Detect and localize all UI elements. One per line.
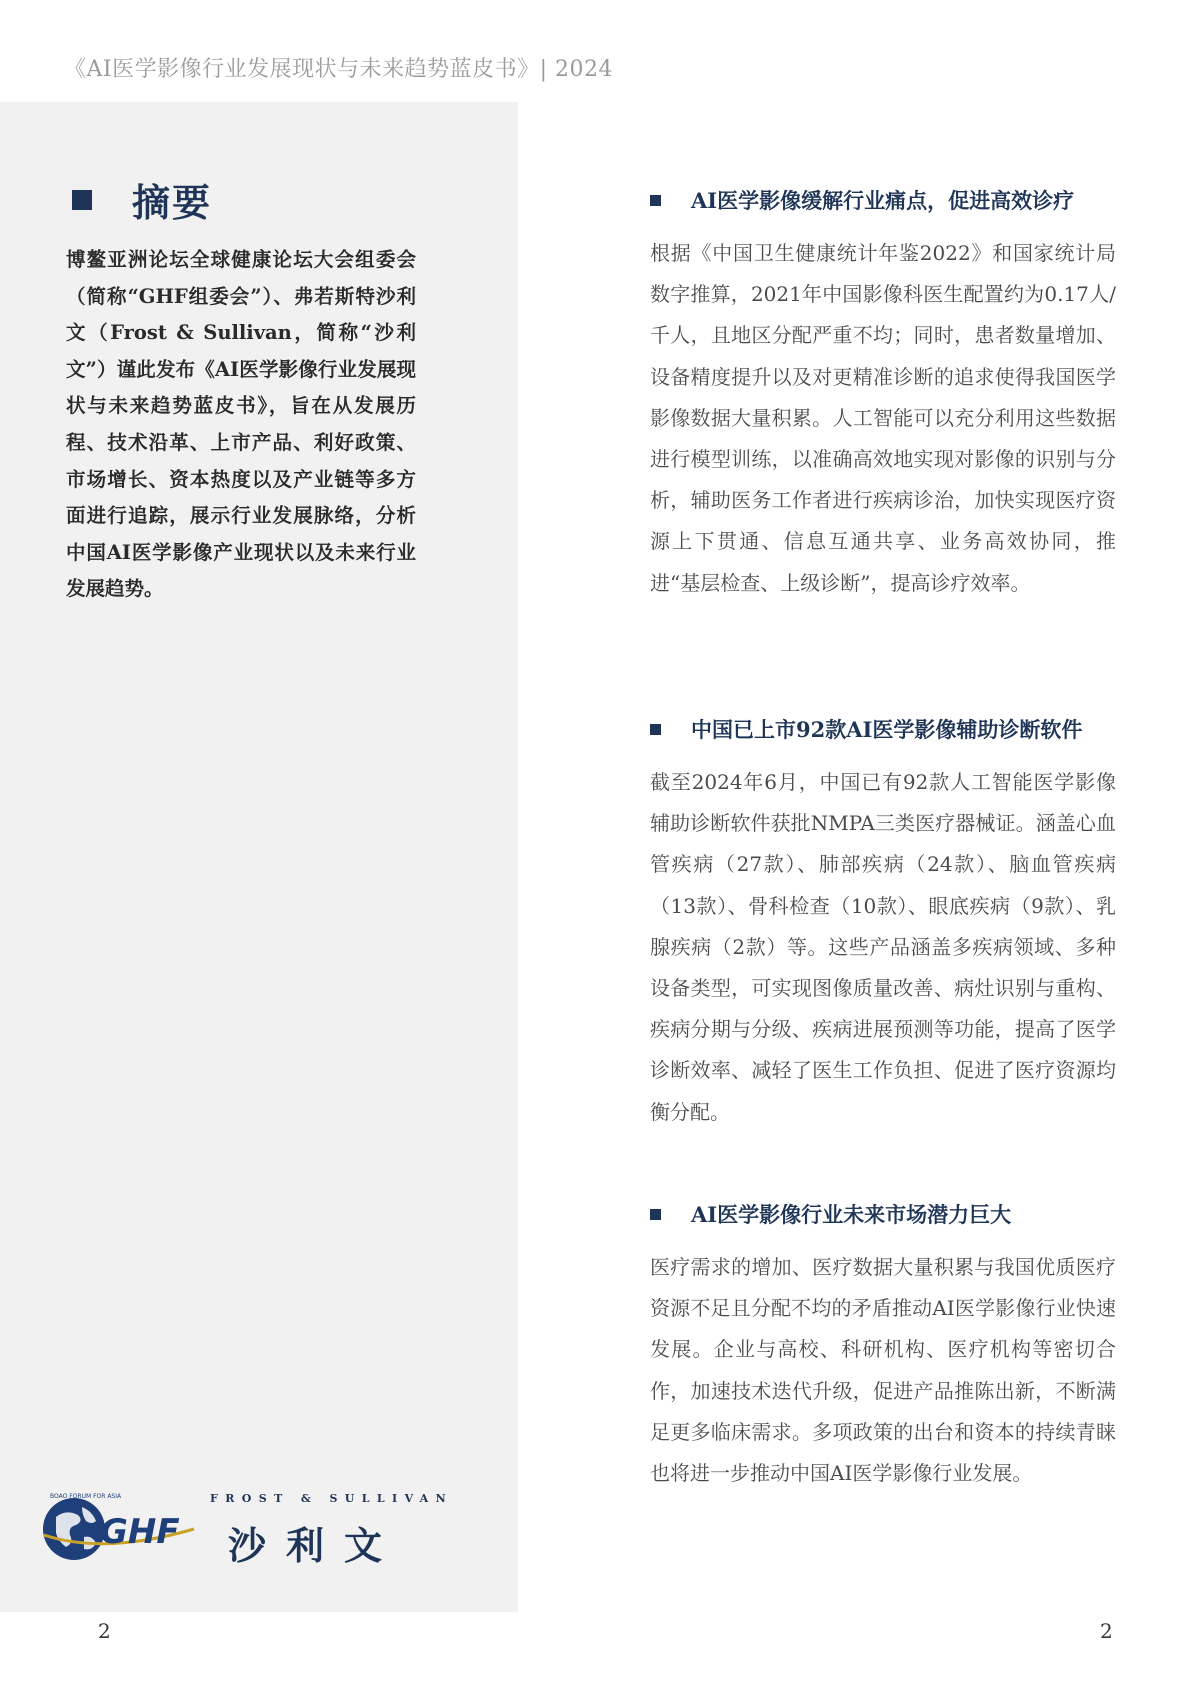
svg-text:BOAO FORUM FOR ASIA: BOAO FORUM FOR ASIA <box>50 1493 122 1500</box>
section-heading <box>650 1199 1116 1229</box>
summary-heading <box>72 172 212 227</box>
square-bullet-icon <box>650 724 661 735</box>
ghf-wordmark: GHF <box>100 1512 180 1552</box>
square-bullet-icon <box>72 190 92 210</box>
summary-title: 摘要 <box>132 180 213 225</box>
summary-body: 博鳌亚洲论坛全球健康论坛大会组委会（简称“GHF组委会”）、弗若斯特沙利文（Frost & Sullivan，简称“沙利文”）谨此发布《AI医学影像行业发展现状与未来趋势蓝皮书》，旨在从发展历程、技术沿革、上市产品、利好政策、市场增长、资本热度以及产业链等多方面进行追踪，展示行业发展脉络，分析中国AI医学影像产业现状以及未来行业发展趋势。 <box>66 248 416 601</box>
section-title: AI医学影像行业未来市场潜力巨大 <box>691 1202 1012 1227</box>
square-bullet-icon <box>650 195 661 206</box>
section-approved-products <box>650 714 1116 1133</box>
ghf-logo <box>36 1487 206 1567</box>
square-bullet-icon <box>650 1209 661 1220</box>
frost-sullivan-cn: 沙利文 <box>228 1524 403 1568</box>
page-number-right: 2 <box>1100 1619 1113 1643</box>
section-title: AI医学影像缓解行业痛点，促进高效诊疗 <box>691 188 1075 213</box>
header-title: 《AI医学影像行业发展现状与未来趋势蓝皮书》| 2024 <box>64 57 613 82</box>
section-pain-points <box>650 185 1116 604</box>
summary-panel <box>0 102 518 1612</box>
section-body: 截至2024年6月，中国已有92款人工智能医学影像辅助诊断软件获批NMPA三类医疗器械证。涵盖心血管疾病（27款）、肺部疾病（24款）、脑血管疾病（13款）、骨科检查（10款）、眼底疾病（9款）、乳腺疾病（2款）等。这些产品涵盖多疾病领域、多种设备类型，可实现图像质量改善、病灶识别与重构、疾病分期与分级、疾病进展预测等功能，提高了医学诊断效率、减轻了医生工作负担、促进了医疗资源均衡分配。 <box>650 770 1116 1124</box>
section-market-potential <box>650 1199 1116 1494</box>
section-body: 医疗需求的增加、医疗数据大量积累与我国优质医疗资源不足且分配不均的矛盾推动AI医学影像行业快速发展。企业与高校、科研机构、医疗机构等密切合作，加速技术迭代升级，促进产品推陈出新，不断满足更多临床需求。多项政策的出台和资本的持续青睐也将进一步推动中国AI医学影像行业发展。 <box>650 1255 1116 1486</box>
logo-row <box>30 1487 454 1568</box>
frost-sullivan-en: FROST & SULLIVAN <box>210 1492 454 1505</box>
section-heading <box>650 714 1116 744</box>
section-heading <box>650 185 1116 215</box>
section-body: 根据《中国卫生健康统计年鉴2022》和国家统计局数字推算，2021年中国影像科医生配置约为0.17人/千人，且地区分配严重不均；同时，患者数量增加、设备精度提升以及对更精准诊断的追求使得我国医学影像数据大量积累。人工智能可以充分利用这些数据进行模型训练，以准确高效地实现对影像的识别与分析，辅助医务工作者进行疾病诊治，加快实现医疗资源上下贯通、信息互通共享、业务高效协同，推进“基层检查、上级诊断”，提高诊疗效率。 <box>650 241 1116 595</box>
section-title: 中国已上市92款AI医学影像辅助诊断软件 <box>691 717 1083 742</box>
page-number-left: 2 <box>98 1619 111 1643</box>
